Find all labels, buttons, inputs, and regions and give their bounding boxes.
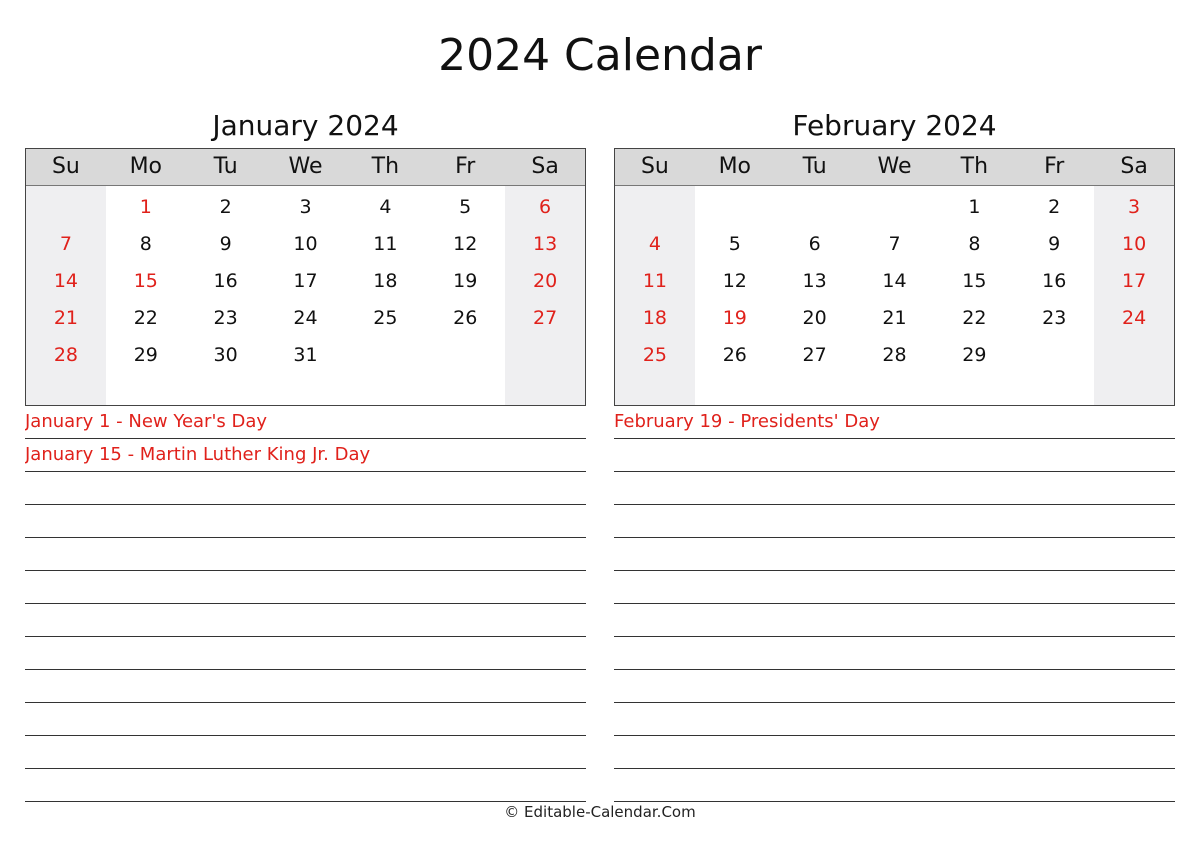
day-cell: 3 [299,196,312,218]
day-cell: 19 [722,307,747,329]
week-row [615,226,1174,263]
day-cell: 17 [293,270,318,292]
blank-note-line [25,604,586,637]
day-cell: 7 [888,233,901,255]
blank-note-line [25,670,586,703]
blank-note-line [614,637,1175,670]
empty-day-cell [345,337,425,374]
day-cell: 28 [882,344,907,366]
day-cell: 17 [1121,270,1147,292]
weekday-label: Sa [1120,154,1148,179]
empty-day-cell [855,189,935,226]
day-cell: 1 [968,196,981,218]
weekday-header [26,149,585,186]
holiday-note: January 15 - Martin Luther King Jr. Day [25,439,586,472]
day-cell: 29 [962,344,987,366]
weekday-label: Sa [531,154,559,179]
day-cell: 22 [962,307,987,329]
weekday-label: Mo [718,154,752,179]
weekday-label: Tu [802,154,827,179]
empty-day-cell [615,189,695,226]
day-cell: 21 [882,307,907,329]
day-cell: 30 [213,344,238,366]
day-cell: 13 [802,270,827,292]
day-cell: 5 [459,196,472,218]
weekday-label: Su [51,154,80,179]
week-row [26,300,585,337]
notes-section [25,406,586,802]
blank-note-line [614,670,1175,703]
day-cell: 16 [1042,270,1067,292]
month-february [614,104,1175,802]
day-cell: 27 [802,344,827,366]
weekday-label: Fr [1044,154,1065,179]
day-cell: 10 [1121,233,1147,255]
day-cell: 8 [139,233,152,255]
month-title: February 2024 [792,109,997,142]
day-cell: 31 [293,344,318,366]
empty-day-cell [695,189,775,226]
day-grid [615,186,1174,374]
weekday-label: We [288,154,323,179]
month-grid [25,148,586,406]
blank-note-line [614,439,1175,472]
day-cell: 15 [133,270,158,292]
page-title: 2024 Calendar [438,30,762,81]
day-cell: 22 [133,307,158,329]
blank-note-line [25,736,586,769]
blank-note-line [614,505,1175,538]
empty-day-cell [425,337,505,374]
day-cell: 3 [1128,196,1141,218]
empty-day-cell [26,189,106,226]
holiday-note: February 19 - Presidents' Day [614,406,1175,439]
week-row [615,300,1174,337]
blank-note-line [614,472,1175,505]
weekday-label: We [877,154,912,179]
blank-note-line [614,769,1175,802]
day-cell: 20 [802,307,827,329]
day-cell: 4 [648,233,661,255]
day-cell: 21 [53,307,79,329]
blank-note-line [25,505,586,538]
blank-note-line [25,538,586,571]
day-cell: 8 [968,233,981,255]
week-row [26,189,585,226]
day-cell: 16 [213,270,238,292]
weekday-label: Th [371,154,400,179]
blank-note-line [25,769,586,802]
day-cell: 29 [133,344,158,366]
day-cell: 28 [53,344,79,366]
month-grid [614,148,1175,406]
day-cell: 2 [1048,196,1061,218]
day-cell: 14 [882,270,907,292]
day-cell: 1 [139,196,152,218]
day-cell: 2 [219,196,232,218]
week-row [615,337,1174,374]
day-cell: 11 [642,270,668,292]
empty-day-cell [1094,337,1174,374]
weekday-label: Su [640,154,669,179]
day-cell: 5 [728,233,741,255]
weekday-label: Fr [455,154,476,179]
day-cell: 25 [642,344,668,366]
day-cell: 6 [808,233,821,255]
day-cell: 4 [379,196,392,218]
day-cell: 11 [373,233,398,255]
day-cell: 26 [722,344,747,366]
blank-note-line [25,637,586,670]
blank-note-line [25,472,586,505]
day-cell: 9 [1048,233,1061,255]
weekday-label: Mo [129,154,163,179]
week-row [615,189,1174,226]
blank-note-line [614,703,1175,736]
day-cell: 23 [213,307,238,329]
notes-section [614,406,1175,802]
day-cell: 26 [453,307,478,329]
day-cell: 9 [219,233,232,255]
day-cell: 18 [642,307,668,329]
day-cell: 6 [539,196,552,218]
weekday-header [615,149,1174,186]
footer-credit: © Editable-Calendar.Com [504,803,696,821]
week-row [26,263,585,300]
day-cell: 24 [293,307,318,329]
day-cell: 12 [722,270,747,292]
month-title: January 2024 [212,109,399,142]
day-cell: 27 [532,307,558,329]
blank-note-line [614,736,1175,769]
month-january [25,104,586,802]
day-cell: 19 [453,270,478,292]
blank-note-line [614,538,1175,571]
week-row [26,337,585,374]
blank-note-line [25,571,586,604]
empty-day-cell [505,337,585,374]
day-cell: 23 [1042,307,1067,329]
day-cell: 24 [1121,307,1147,329]
weekday-label: Th [960,154,989,179]
week-row [26,226,585,263]
weekday-label: Tu [213,154,238,179]
day-cell: 18 [373,270,398,292]
day-cell: 13 [532,233,558,255]
blank-note-line [25,703,586,736]
blank-note-line [614,604,1175,637]
day-cell: 12 [453,233,478,255]
empty-day-cell [1014,337,1094,374]
holiday-note: January 1 - New Year's Day [25,406,586,439]
day-cell: 15 [962,270,987,292]
day-cell: 10 [293,233,318,255]
day-cell: 7 [59,233,72,255]
week-row [615,263,1174,300]
day-cell: 20 [532,270,558,292]
day-grid [26,186,585,374]
day-cell: 25 [373,307,398,329]
blank-note-line [614,571,1175,604]
empty-day-cell [775,189,855,226]
day-cell: 14 [53,270,79,292]
